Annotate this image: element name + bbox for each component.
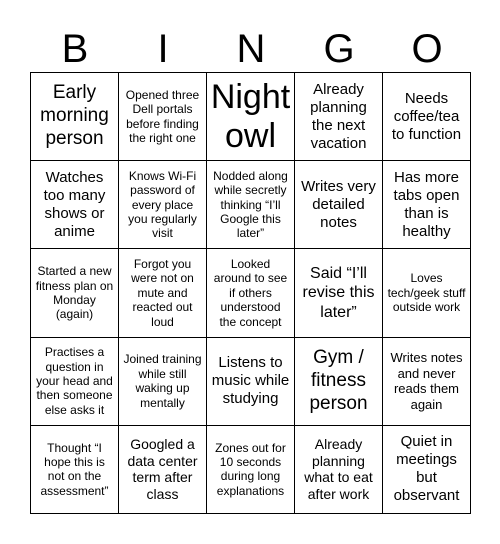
bingo-grid xyxy=(30,72,471,514)
bingo-cell-1-1[interactable]: Early morning person xyxy=(31,73,119,161)
bingo-cell-5-2[interactable]: Googled a data center term after class xyxy=(119,426,207,514)
bingo-cell-1-2[interactable]: Opened three Dell portals before finding the right one xyxy=(119,73,207,161)
bingo-cell-3-3[interactable]: Looked around to see if others understood the concept xyxy=(207,249,295,337)
bingo-cell-3-4[interactable]: Said “I’ll revise this later” xyxy=(295,249,383,337)
bingo-cell-3-1[interactable]: Started a new fitness plan on Monday (again) xyxy=(31,249,119,337)
bingo-cell-5-5[interactable]: Quiet in meetings but observant xyxy=(383,426,471,514)
bingo-cell-4-1[interactable]: Practises a question in your head and then someone else asks it xyxy=(31,338,119,426)
header-letter-g: G xyxy=(323,27,355,71)
header-letter-i: I xyxy=(157,27,169,71)
bingo-cell-5-4[interactable]: Already planning what to eat after work xyxy=(295,426,383,514)
bingo-cell-2-5[interactable]: Has more tabs open than is healthy xyxy=(383,161,471,249)
bingo-cell-2-4[interactable]: Writes very detailed notes xyxy=(295,161,383,249)
bingo-cell-1-4[interactable]: Already planning the next vacation xyxy=(295,73,383,161)
bingo-cell-5-3[interactable]: Zones out for 10 seconds during long explanations xyxy=(207,426,295,514)
bingo-cell-1-3[interactable]: Night owl xyxy=(207,73,295,161)
bingo-cell-2-2[interactable]: Knows Wi-Fi password of every place you regularly visit xyxy=(119,161,207,249)
bingo-cell-3-2[interactable]: Forgot you were not on mute and reacted out loud xyxy=(119,249,207,337)
bingo-cell-4-4[interactable]: Gym / fitness person xyxy=(295,338,383,426)
bingo-cell-5-1[interactable]: Thought “I hope this is not on the assessment” xyxy=(31,426,119,514)
bingo-cell-1-5[interactable]: Needs coffee/tea to function xyxy=(383,73,471,161)
bingo-cell-2-3[interactable]: Nodded along while secretly thinking “I’ll Google this later” xyxy=(207,161,295,249)
header-letter-n: N xyxy=(236,27,266,71)
header-letter-o: O xyxy=(411,27,443,71)
bingo-cell-4-5[interactable]: Writes notes and never reads them again xyxy=(383,338,471,426)
bingo-cell-4-2[interactable]: Joined training while still waking up mentally xyxy=(119,338,207,426)
bingo-cell-4-3[interactable]: Listens to music while studying xyxy=(207,338,295,426)
bingo-cell-2-1[interactable]: Watches too many shows or anime xyxy=(31,161,119,249)
bingo-header xyxy=(31,26,471,72)
bingo-cell-3-5[interactable]: Loves tech/geek stuff outside work xyxy=(383,249,471,337)
header-letter-b: B xyxy=(61,27,89,71)
